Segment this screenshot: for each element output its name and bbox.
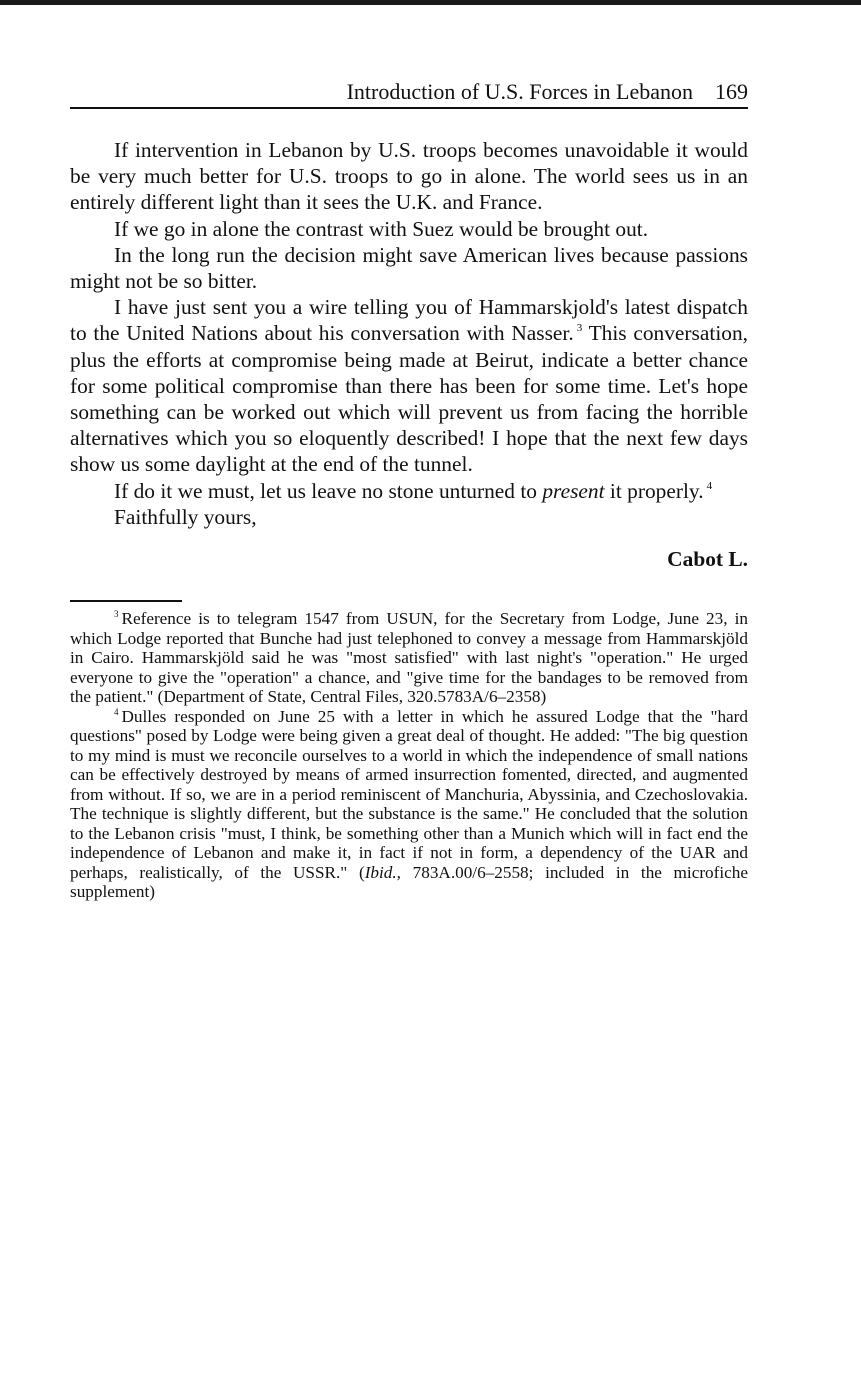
signature: Cabot L. — [667, 547, 748, 572]
paragraph-text: it properly. — [609, 478, 704, 503]
letter-paragraph: In the long run the decision might save American lives because passions might not be so bitter. — [70, 242, 748, 294]
letter-closing: Faithfully yours, — [114, 504, 257, 529]
footnote-ref-3: 3 — [576, 322, 583, 335]
footnote-text: 783A.00/6–2558; included in the microfiche supplement) — [70, 862, 748, 902]
page-number: 169 — [715, 79, 748, 104]
page-top-edge — [0, 0, 861, 5]
paragraph-text: If do it we must, let us leave no stone unturned to — [114, 478, 537, 503]
letter-paragraph: If intervention in Lebanon by U.S. troops becomes unavoidable it would be very much better for U.S. troops to go in alone. The world sees us in an entirely different light than it sees the U.K. and France. — [70, 138, 748, 215]
footnote-ibid: Ibid., — [364, 862, 401, 882]
running-head-title: Introduction of U.S. Forces in Lebanon — [346, 79, 693, 104]
letter-body — [70, 137, 748, 530]
footnote-4 — [70, 707, 748, 902]
footnote-text: Reference is to telegram 1547 from USUN, for the Secretary from Lodge, June 23, in which Lodge reported that Bunche had just telephoned to convey a message from Hammarskjöld in Cairo. Hammarskjöld said he was "most satisfied" with last night's "operation." He urged everyone to give the "operation" a chance, and "give time for the bandages to be removed from the patient." (Department of State, Central Files, 320.5783A/6–2358) — [70, 609, 748, 707]
footnote-mark: 4 — [114, 706, 119, 717]
footnote-divider — [70, 600, 182, 602]
letter-paragraph — [70, 478, 748, 504]
paragraph-text: I have just sent you a wire telling you of Hammarskjold's latest dispatch to the United Nations about his conversation with Nasser. — [70, 295, 748, 346]
running-head — [70, 78, 748, 109]
letter-paragraph: If we go in alone the contrast with Suez would be brought out. — [114, 216, 649, 241]
footnote-text: Dulles responded on June 25 with a letter in which he assured Lodge that the "hard questions" posed by Lodge were being given a great deal of thought. He added: "The big question to my mind is must we reconcile ourselves to a world in which the independence of small nations can be effectively destroyed by means of armed insurrection fomented, directed, and augmented from without. If so, we are in a period reminiscent of Manchuria, Abyssinia, and Czechoslovakia. The technique is slightly different, but the substance is the same." He concluded that the solution to the Lebanon crisis "must, I think, be something other than a Munich which will in fact end the independence of Lebanon and make it, in fact if not in form, a dependency of the UAR and perhaps, realistically, of the USSR." ( — [70, 706, 748, 882]
letter-paragraph — [70, 294, 748, 477]
document-page — [70, 78, 748, 902]
footnotes — [70, 609, 748, 902]
footnote-mark: 3 — [114, 609, 119, 620]
footnote-3 — [70, 609, 748, 707]
footnote-ref-4: 4 — [706, 479, 713, 492]
paragraph-text: This conversation, plus the efforts at compromise being made at Beirut, indicate a better chance for some political compromise than there has been for some time. Let's hope something can be worked out which will prevent us from facing the horrible alternatives which you so eloquently described! I hope that the next few days show us some daylight at the end of the tunnel. — [70, 321, 748, 477]
emphasis-text: present — [542, 478, 605, 503]
